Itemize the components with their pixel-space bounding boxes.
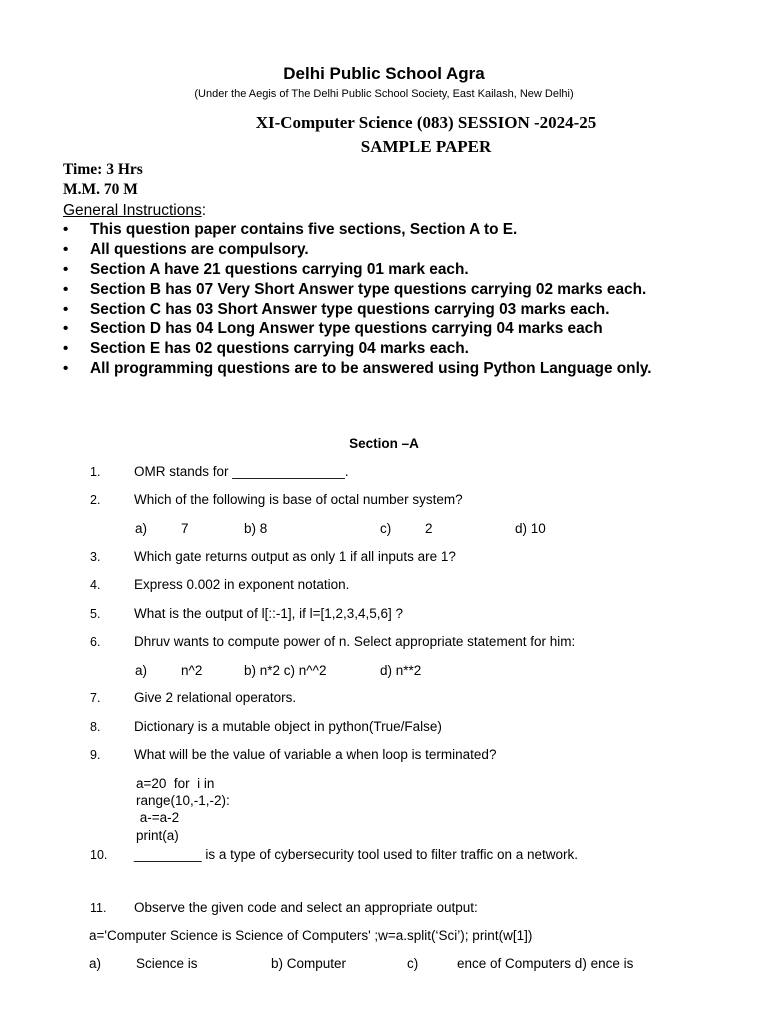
aegis-line: (Under the Aegis of The Delhi Public School Society, East Kailash, New Delhi) bbox=[194, 88, 574, 100]
bullet-icon: • bbox=[63, 320, 69, 338]
option-value: d) n**2 bbox=[380, 663, 422, 678]
instructions-list bbox=[63, 220, 652, 379]
instruction-item bbox=[63, 280, 652, 300]
bullet-icon: • bbox=[63, 300, 69, 318]
instruction-item bbox=[63, 300, 652, 320]
option-value: d) 10 bbox=[515, 521, 546, 536]
question-number: 11. bbox=[90, 901, 107, 915]
question-text: Give 2 relational operators. bbox=[134, 690, 297, 705]
question-text: Express 0.002 in exponent notation. bbox=[134, 577, 350, 592]
instructions-heading bbox=[63, 202, 206, 220]
question-number: 10. bbox=[90, 848, 108, 862]
question-number: 3. bbox=[90, 550, 101, 564]
option-label: c) bbox=[380, 521, 392, 536]
question-text: _________ is a type of cybersecurity tool used to filter traffic on a network. bbox=[134, 847, 578, 862]
option-value: 7 bbox=[181, 521, 189, 536]
option-label: a) bbox=[135, 663, 148, 678]
instruction-item bbox=[63, 319, 652, 339]
marks-label: M.M. 70 M bbox=[63, 181, 138, 198]
question-number: 6. bbox=[90, 635, 101, 649]
code-line: a='Computer Science is Science of Computers' ;w=a.split(‘Sci’); print(w[1]) bbox=[89, 928, 533, 943]
bullet-icon: • bbox=[63, 240, 69, 258]
instructions-colon: : bbox=[201, 202, 207, 219]
question-text: What is the output of l[::-1], if l=[1,2,3,4,5,6] ? bbox=[134, 606, 404, 621]
instruction-text: All programming questions are to be answered using Python Language only. bbox=[90, 360, 652, 378]
instructions-heading-text: General Instructions bbox=[63, 202, 202, 219]
instruction-item bbox=[63, 260, 652, 280]
course-title: XI-Computer Science (083) SESSION -2024-25 bbox=[255, 113, 597, 132]
option-value: Science is bbox=[136, 956, 198, 971]
instruction-item bbox=[63, 240, 652, 260]
question-number: 1. bbox=[90, 465, 101, 479]
question-number: 7. bbox=[90, 691, 101, 705]
section-a-title: Section –A bbox=[349, 436, 419, 451]
question-text: OMR stands for _______________. bbox=[134, 464, 349, 479]
instruction-item bbox=[63, 220, 652, 240]
question-number: 5. bbox=[90, 607, 101, 621]
option-label: a) bbox=[89, 956, 102, 971]
question-number: 2. bbox=[90, 493, 101, 507]
option-value: b) 8 bbox=[244, 521, 268, 536]
paper-title: SAMPLE PAPER bbox=[360, 137, 492, 156]
option-value: 2 bbox=[425, 521, 433, 536]
bullet-icon: • bbox=[63, 260, 69, 278]
instruction-text: Section D has 04 Long Answer type questions carrying 04 marks each bbox=[90, 320, 603, 338]
question-text: Dhruv wants to compute power of n. Select appropriate statement for him: bbox=[134, 634, 576, 649]
question-text: Observe the given code and select an appropriate output: bbox=[134, 900, 478, 915]
instruction-item bbox=[63, 339, 652, 359]
instruction-text: This question paper contains five sections, Section A to E. bbox=[90, 221, 518, 238]
instruction-text: All questions are compulsory. bbox=[90, 240, 309, 258]
instruction-text: Section C has 03 Short Answer type questions carrying 03 marks each. bbox=[90, 300, 610, 318]
question-text: Which of the following is base of octal number system? bbox=[134, 492, 463, 507]
option-value: n^2 bbox=[181, 663, 203, 678]
bullet-icon: • bbox=[63, 360, 69, 378]
instruction-text: Section A have 21 questions carrying 01 mark each. bbox=[90, 260, 469, 278]
code-line: a=20 for i in bbox=[136, 776, 215, 791]
question-number: 8. bbox=[90, 720, 101, 734]
question-number: 4. bbox=[90, 578, 101, 592]
option-label: c) bbox=[407, 956, 419, 971]
code-line: a-=a-2 bbox=[136, 810, 180, 825]
option-value: b) Computer bbox=[271, 956, 347, 971]
option-value: ence of Computers d) ence is bbox=[457, 956, 634, 971]
question-text: Dictionary is a mutable object in python(True/False) bbox=[134, 719, 442, 734]
bullet-icon: • bbox=[63, 221, 69, 238]
question-text: What will be the value of variable a when loop is terminated? bbox=[134, 747, 497, 762]
code-line: print(a) bbox=[136, 828, 179, 843]
question-text: Which gate returns output as only 1 if all inputs are 1? bbox=[134, 549, 456, 564]
bullet-icon: • bbox=[63, 280, 69, 298]
time-label: Time: 3 Hrs bbox=[63, 161, 143, 178]
school-name: Delhi Public School Agra bbox=[283, 64, 485, 83]
instruction-text: Section B has 07 Very Short Answer type questions carrying 02 marks each. bbox=[90, 280, 647, 298]
instruction-text: Section E has 02 questions carrying 04 marks each. bbox=[90, 340, 469, 358]
question-number: 9. bbox=[90, 748, 101, 762]
option-label: a) bbox=[135, 521, 148, 536]
bullet-icon: • bbox=[63, 340, 69, 358]
code-line: range(10,-1,-2): bbox=[136, 793, 230, 808]
option-value: b) n*2 c) n^^2 bbox=[244, 663, 327, 678]
instruction-item bbox=[63, 359, 652, 379]
